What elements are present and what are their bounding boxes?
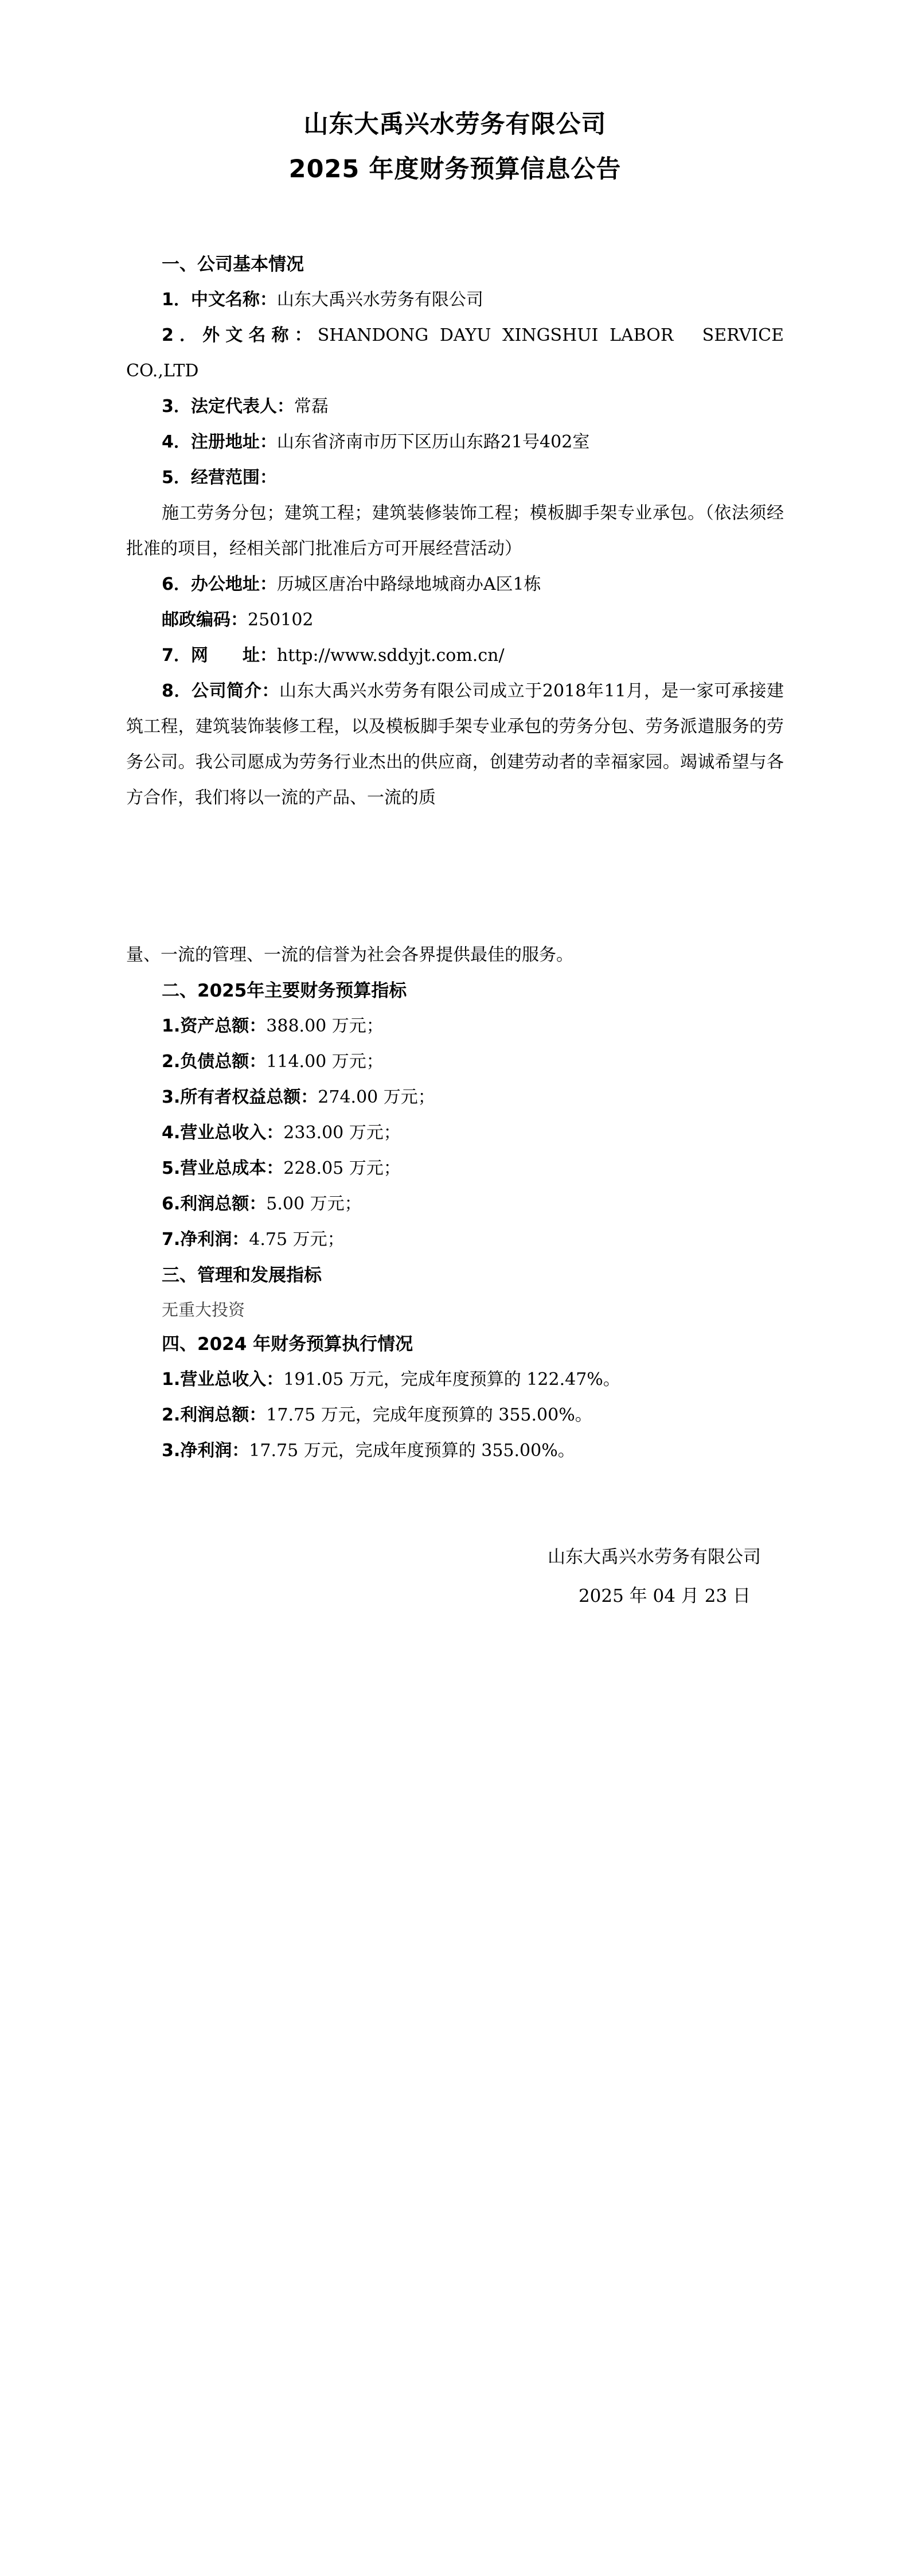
- item-company-profile-continued: 量、一流的管理、一流的信誉为社会各界提供最佳的服务。: [126, 945, 573, 965]
- item-company-profile-label: 8．公司简介：: [162, 681, 280, 701]
- metric-total-revenue-label: 4.营业总收入：: [162, 1123, 284, 1143]
- item-postal-code-label: 邮政编码：: [162, 610, 248, 630]
- item-chinese-name: [126, 282, 784, 318]
- item-registered-address-label: 4．注册地址：: [162, 432, 277, 452]
- exec-total-profit-label: 2.利润总额：: [162, 1405, 267, 1425]
- item-chinese-name-label: 1．中文名称：: [162, 290, 277, 310]
- metric-total-revenue-value: 233.00 万元；: [283, 1123, 401, 1143]
- page-break-gap: [126, 816, 784, 937]
- item-foreign-name: [126, 318, 784, 389]
- exec-net-profit: [126, 1433, 784, 1469]
- item-foreign-name-label: 2．外文名称：: [162, 325, 318, 345]
- metric-total-liabilities: [126, 1044, 784, 1080]
- section-heading-management: 三、管理和发展指标: [162, 1265, 322, 1286]
- item-office-address-value: 历城区唐冶中路绿地城商办A区1栋: [276, 574, 541, 594]
- metric-total-profit: [126, 1186, 784, 1222]
- item-website-label: 7．网 址：: [162, 645, 277, 666]
- exec-total-revenue: [126, 1362, 784, 1398]
- item-business-scope: [126, 460, 784, 496]
- management-note: 无重大投资: [162, 1300, 245, 1320]
- exec-net-profit-label: 3.净利润：: [162, 1441, 249, 1461]
- signature-company: 山东大禹兴水劳务有限公司: [548, 1547, 761, 1567]
- item-legal-rep-label: 3．法定代表人：: [162, 396, 294, 417]
- metric-total-assets: [126, 1009, 784, 1044]
- item-registered-address: [126, 425, 784, 460]
- metric-total-cost-label: 5.营业总成本：: [162, 1158, 284, 1178]
- item-legal-rep: [126, 389, 784, 425]
- document-title: [126, 0, 784, 192]
- metric-total-liabilities-label: 2.负债总额：: [162, 1052, 267, 1072]
- signature-date: 2025 年 04 月 23 日: [578, 1586, 751, 1606]
- metric-total-assets-label: 1.资产总额：: [162, 1016, 267, 1036]
- metric-total-equity-label: 3.所有者权益总额：: [162, 1087, 318, 1107]
- metric-net-profit-value: 4.75 万元；: [249, 1229, 345, 1250]
- metric-total-liabilities-value: 114.00 万元；: [266, 1052, 384, 1072]
- item-company-profile: [126, 674, 784, 816]
- item-registered-address-value: 山东省济南市历下区历山东路21号402室: [276, 432, 590, 452]
- exec-total-revenue-value: 191.05 万元，完成年度预算的 122.47%。: [283, 1369, 620, 1390]
- metric-total-profit-label: 6.利润总额：: [162, 1194, 267, 1214]
- item-foreign-name-value: SHANDONG DAYU XINGSHUI LABOR SERVICE CO.,LTD: [126, 325, 784, 381]
- item-business-scope-text: 施工劳务分包；建筑工程；建筑装修装饰工程；模板脚手架专业承包。（依法须经批准的项目，经相关部门批准后方可开展经营活动）: [126, 503, 784, 559]
- metric-total-cost-value: 228.05 万元；: [283, 1158, 401, 1178]
- item-legal-rep-value: 常磊: [294, 396, 329, 417]
- section-heading-execution-2024: 四、2024 年财务预算执行情况: [162, 1334, 413, 1355]
- metric-total-assets-value: 388.00 万元；: [266, 1016, 384, 1036]
- item-office-address: [126, 567, 784, 602]
- item-website: [126, 638, 784, 674]
- section-heading-company-info: 一、公司基本情况: [162, 254, 304, 275]
- metric-total-equity: [126, 1080, 784, 1115]
- title-line-2: 2025 年度财务预算信息公告: [288, 155, 622, 184]
- metric-total-profit-value: 5.00 万元；: [266, 1194, 362, 1214]
- title-line-1: 山东大禹兴水劳务有限公司: [303, 110, 607, 139]
- item-postal-code: [126, 602, 784, 638]
- exec-total-profit-value: 17.75 万元，完成年度预算的 355.00%。: [266, 1405, 592, 1425]
- item-postal-code-value: 250102: [248, 610, 314, 630]
- exec-net-profit-value: 17.75 万元，完成年度预算的 355.00%。: [249, 1441, 575, 1461]
- exec-total-revenue-label: 1.营业总收入：: [162, 1369, 284, 1390]
- item-website-value: http://www.sddyjt.com.cn/: [276, 645, 505, 666]
- item-business-scope-label: 5．经营范围：: [162, 468, 277, 488]
- metric-total-revenue: [126, 1115, 784, 1151]
- metric-net-profit: [126, 1222, 784, 1258]
- item-company-profile-value: 山东大禹兴水劳务有限公司成立于2018年11月，是一家可承接建筑工程，建筑装饰装修工程，以及模板脚手架专业承包的劳务分包、劳务派遣服务的劳务公司。我公司愿成为劳务行业杰出的供应商，创建劳动者的幸福家园。竭诚希望与各方合作，我们将以一流的产品、一流的质: [126, 681, 784, 808]
- signature-block: [126, 1538, 784, 1616]
- exec-total-profit: [126, 1398, 784, 1433]
- metric-net-profit-label: 7.净利润：: [162, 1229, 249, 1250]
- item-office-address-label: 6．办公地址：: [162, 574, 277, 594]
- section-heading-budget-2025: 二、2025年主要财务预算指标: [162, 980, 407, 1001]
- metric-total-cost: [126, 1151, 784, 1186]
- metric-total-equity-value: 274.00 万元；: [318, 1087, 435, 1107]
- document-body: [126, 247, 784, 1616]
- item-chinese-name-value: 山东大禹兴水劳务有限公司: [276, 290, 483, 310]
